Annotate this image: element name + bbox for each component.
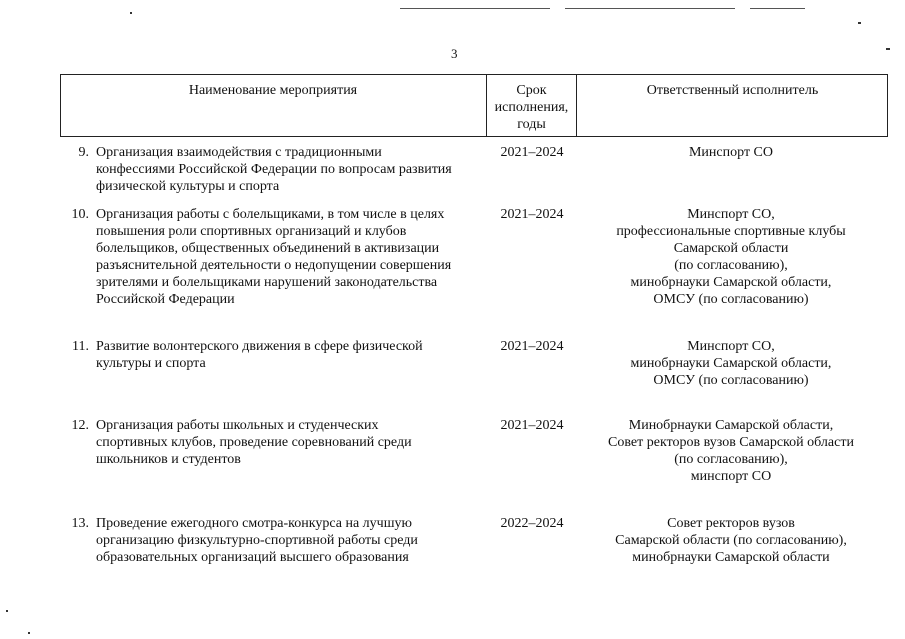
executor-line: минобрнауки Самарской области,	[630, 275, 832, 290]
scan-artifact-dot	[858, 22, 861, 24]
name-line: организацию физкультурно-спортивной работы среди	[96, 533, 418, 548]
table-header	[60, 74, 888, 137]
row-activity-name	[96, 206, 488, 308]
scan-artifact-dot	[886, 48, 890, 50]
row-number: 13.	[71, 516, 89, 531]
name-line: спортивных клубов, проведение соревнований среди	[96, 435, 412, 450]
name-line: повышения роли спортивных организаций и клубов	[96, 224, 407, 239]
name-line: Российской Федерации	[96, 292, 235, 307]
row-executor	[578, 417, 884, 485]
executor-line: Самарской области (по согласованию),	[615, 533, 847, 548]
row-term: 2022–2024	[500, 516, 564, 531]
executor-line: Совет ректоров вузов Самарской области	[608, 435, 854, 450]
row-activity-name	[96, 515, 488, 566]
executor-line: Минспорт СО	[688, 145, 774, 160]
executor-line: профессиональные спортивные клубы	[616, 224, 846, 239]
scan-artifact-dot	[130, 12, 132, 14]
row-activity-name	[96, 144, 488, 195]
executor-line: (по согласованию),	[674, 452, 788, 467]
executor-line: Совет ректоров вузов	[667, 516, 795, 531]
name-line: Организация работы с болельщиками, в том числе в целях	[96, 207, 445, 222]
row-term: 2021–2024	[500, 145, 564, 160]
name-line: конфессиями Российской Федерации по вопросам развития	[96, 162, 452, 177]
header-executor: Ответственный исполнитель	[646, 83, 819, 98]
scan-artifact-dot	[6, 610, 8, 612]
name-line: Проведение ежегодного смотра-конкурса на лучшую	[96, 516, 412, 531]
row-term: 2021–2024	[500, 207, 564, 222]
row-executor	[578, 338, 884, 389]
row-term: 2021–2024	[500, 418, 564, 433]
name-line: образовательных организаций высшего образования	[96, 550, 409, 565]
header-term-line: исполнения,	[494, 100, 569, 115]
executor-line: Минспорт СО,	[687, 207, 775, 222]
row-number: 11.	[72, 339, 89, 354]
row-activity-name	[96, 338, 488, 372]
executor-line: Минобрнауки Самарской области,	[628, 418, 834, 433]
header-term	[487, 82, 576, 133]
executor-line: (по согласованию),	[674, 258, 788, 273]
row-number: 9.	[78, 145, 89, 160]
executor-line: ОМСУ (по согласованию)	[653, 292, 809, 307]
row-number: 10.	[71, 207, 89, 222]
scan-artifact-dot	[28, 632, 30, 634]
name-line: зрителями и болельщиками нарушений законодательства	[96, 275, 438, 290]
name-line: физической культуры и спорта	[96, 179, 280, 194]
executor-line: минобрнауки Самарской области,	[630, 356, 832, 371]
executor-line: Минспорт СО,	[687, 339, 775, 354]
executor-line: минспорт СО	[690, 469, 772, 484]
name-line: Развитие волонтерского движения в сфере физической	[96, 339, 423, 354]
name-line: болельщиков, общественных объединений в активизации	[96, 241, 440, 256]
header-term-line: Срок	[516, 83, 547, 98]
row-term: 2021–2024	[500, 339, 564, 354]
name-line: школьников и студентов	[96, 452, 241, 467]
header-name: Наименование мероприятия	[188, 83, 358, 98]
name-line: Организация взаимодействия с традиционными	[96, 145, 382, 160]
row-executor	[578, 144, 884, 161]
scan-artifact-line	[565, 8, 735, 9]
executor-line: Самарской области	[673, 241, 789, 256]
scan-artifact-line	[400, 8, 550, 9]
row-executor	[578, 206, 884, 308]
row-number: 12.	[71, 418, 89, 433]
name-line: культуры и спорта	[96, 356, 206, 371]
scan-artifact-line	[750, 8, 805, 9]
page-number: 3	[451, 46, 458, 61]
executor-line: минобрнауки Самарской области	[632, 550, 830, 565]
name-line: Организация работы школьных и студенческих	[96, 418, 379, 433]
header-term-line: годы	[517, 117, 546, 132]
name-line: разъяснительной деятельности о недопущении совершения	[96, 258, 452, 273]
row-executor	[578, 515, 884, 566]
executor-line: ОМСУ (по согласованию)	[653, 373, 809, 388]
row-activity-name	[96, 417, 488, 468]
